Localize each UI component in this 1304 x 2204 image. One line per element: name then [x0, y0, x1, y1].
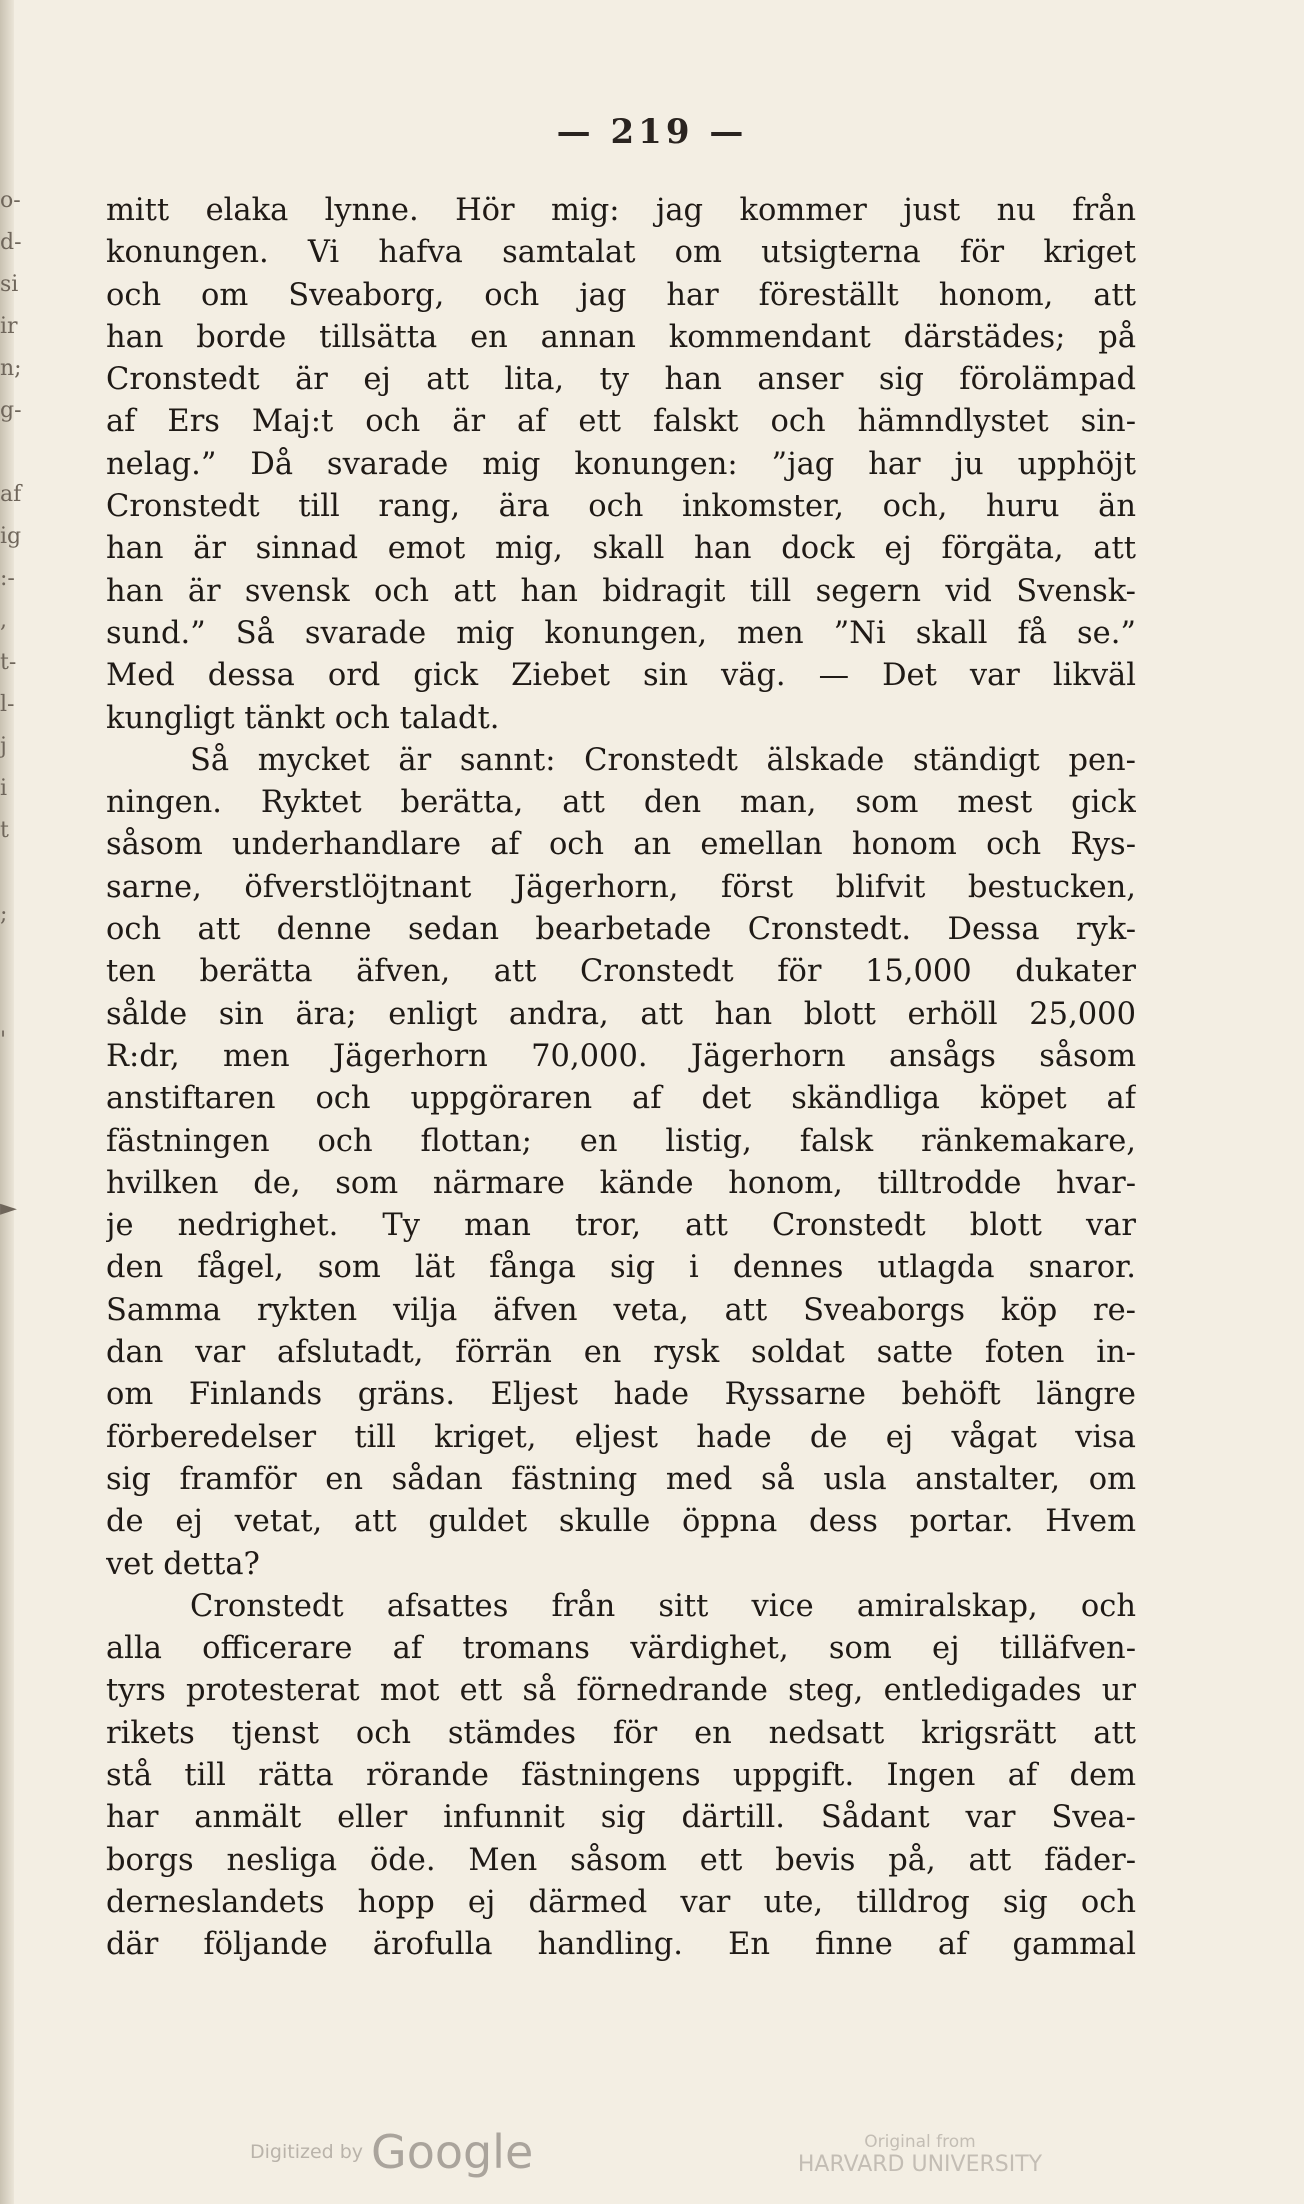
text-line: såsom underhandlare af och an emellan honom och Rys- [106, 827, 1136, 863]
text-line: mitt elaka lynne. Hör mig: jag kommer just nu från [106, 193, 1136, 228]
text-line: dan var afslutadt, förrän en rysk soldat satte foten in- [106, 1335, 1136, 1371]
text-line: och om Sveaborg, och jag har föreställt honom, att [106, 277, 1136, 313]
original-from-text: Original from [864, 2132, 976, 2152]
text-line: sig framför en sådan fästning med så usla anstalter, om [106, 1461, 1136, 1497]
text-line: je nedrighet. Ty man tror, att Cronstedt blott var [106, 1208, 1136, 1244]
text-line: förberedelser till kriget, eljest hade de ej vågat visa [106, 1419, 1136, 1455]
text-line: vet detta? [106, 1546, 260, 1582]
text-line: Så mycket är sannt: Cronstedt älskade ständigt pen- [190, 742, 1136, 778]
text-line: fästningen och flottan; en listig, falsk ränkemakare, [106, 1123, 1136, 1159]
text-line: han borde tillsätta en annan kommendant därstädes; på [106, 319, 1136, 355]
text-line: ningen. Ryktet berätta, att den man, som mest gick [106, 785, 1136, 821]
text-line: Samma rykten vilja äfven veta, att Sveaborgs köp re- [106, 1292, 1136, 1328]
text-line: R:dr, men Jägerhorn 70,000. Jägerhorn ansågs såsom [106, 1038, 1136, 1074]
text-line: han är svensk och att han bidragit till segern vid Svensk- [106, 573, 1136, 609]
text-line: sålde sin ära; enligt andra, att han blott erhöll 25,000 [106, 996, 1136, 1032]
text-line: alla officerare af tromans värdighet, som ej tilläfven- [106, 1631, 1136, 1667]
text-line: rikets tjenst och stämdes för en nedsatt krigsrätt att [106, 1715, 1136, 1751]
text-line: Cronstedt afsattes från sitt vice amiralskap, och [190, 1588, 1136, 1624]
text-line: Cronstedt är ej att lita, ty han anser sig förolämpad [106, 362, 1136, 398]
text-line: de ej vetat, att guldet skulle öppna dess portar. Hvem [106, 1504, 1136, 1540]
institution-text: HARVARD UNIVERSITY [797, 2152, 1043, 2177]
body-text [106, 190, 1136, 1966]
text-line: hvilken de, som närmare kände honom, tilltrodde hvar- [106, 1165, 1136, 1201]
text-line: kungligt tänkt och taladt. [106, 700, 500, 736]
text-line: och att denne sedan bearbetade Cronstedt. Dessa ryk- [106, 912, 1136, 948]
google-digitized-watermark [250, 2125, 533, 2179]
text-line: derneslandets hopp ej därmed var ute, tilldrog sig och [106, 1884, 1136, 1920]
google-logo-text: Google [371, 2125, 534, 2179]
text-line: han är sinnad emot mig, skall han dock ej förgäta, att [106, 531, 1136, 567]
text-line: borgs nesliga öde. Men såsom ett bevis på, att fäder- [106, 1842, 1136, 1878]
text-line: konungen. Vi hafva samtalat om utsigterna för kriget [106, 235, 1136, 271]
text-line: stå till rätta rörande fästningens uppgift. Ingen af dem [106, 1757, 1136, 1793]
text-line: tyrs protesterat mot ett så förnedrande steg, entledigades ur [106, 1673, 1136, 1709]
digitized-by-text: Digitized by [250, 2141, 364, 2163]
text-line: sarne, öfverstlöjtnant Jägerhorn, först blifvit bestucken, [106, 869, 1136, 905]
previous-page-bleed-text: o- d- si ir n; g- af ig :- , t- l- j i t ; ' ► [0, 188, 22, 1221]
text-line: där följande ärofulla handling. En finne af gammal [106, 1927, 1136, 1963]
text-line: af Ers Maj:t och är af ett falskt och hämndlystet sin- [106, 404, 1136, 440]
text-line: den fågel, som lät fånga sig i dennes utlagda snaror. [106, 1250, 1136, 1286]
text-line: Cronstedt till rang, ära och inkomster, och, huru än [106, 489, 1136, 525]
text-line: nelag.” Då svarade mig konungen: ”jag har ju upphöjt [106, 446, 1136, 482]
text-line: har anmält eller infunnit sig därtill. Sådant var Svea- [106, 1800, 1136, 1836]
text-line: anstiftaren och uppgöraren af det skändliga köpet af [106, 1081, 1136, 1117]
text-line: om Finlands gräns. Eljest hade Ryssarne behöft längre [106, 1377, 1136, 1413]
text-line: ten berätta äfven, att Cronstedt för 15,000 dukater [106, 954, 1136, 990]
page-number-header: — 219 — [556, 112, 748, 152]
harvard-original-watermark [790, 2132, 1050, 2177]
text-line: sund.” Så svarade mig konungen, men ”Ni skall få se.” [106, 615, 1136, 651]
text-line: Med dessa ord gick Ziebet sin väg. — Det var likväl [106, 658, 1136, 694]
